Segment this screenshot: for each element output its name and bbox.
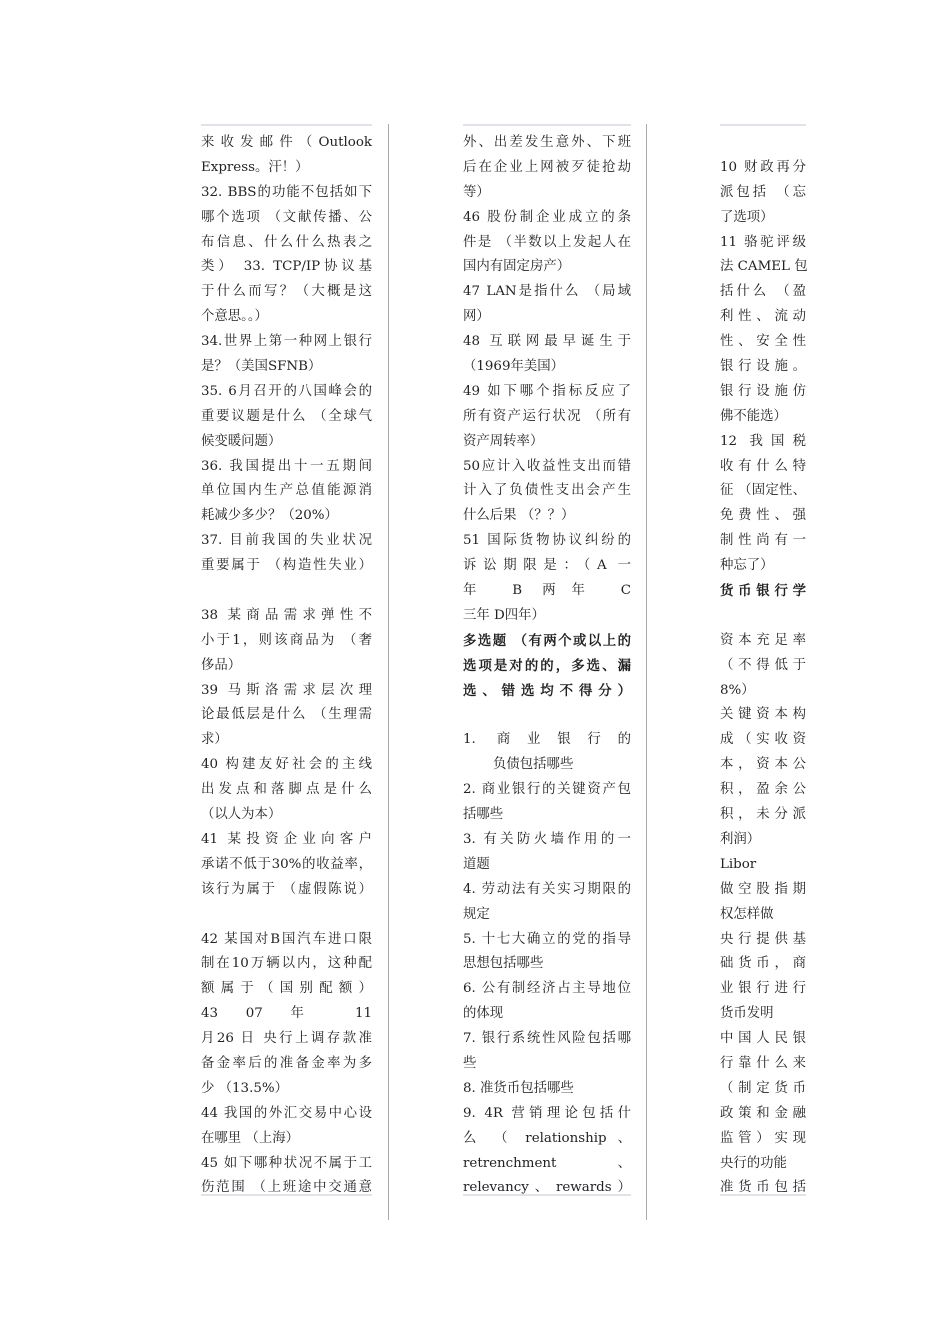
text-line: 34.世界上第一种网上银行 [201,334,372,350]
text-line: 4. 劳动法有关实习期限的 [463,881,631,897]
text-line: 做空股指期 [720,881,806,897]
text-line: 重要议题是什么 （全球气 [201,408,372,424]
text-line [201,903,372,928]
text-line: Express。汗！） [201,159,309,175]
text-line: 权怎样做 [720,906,774,922]
text-line: 布信息、什么什么热表之 [201,234,372,250]
text-line: 种忘了） [720,558,774,574]
text-line: 件是 （半数以上发起人在 [463,234,631,250]
text-line: 积，盈余公 [720,782,806,798]
text-line: 3. 有关防火墙作用的一 [463,831,631,847]
text-line: （1969年美国） [463,359,565,375]
text-line: 负债包括哪些 [493,757,574,773]
text-line: 36. 我国提出十一五期间 [201,458,372,474]
text-line: 等） [463,184,490,200]
text-line: 1. 商业银行的 [463,732,631,748]
text-line: 承诺不低于30%的收益率， [201,856,372,872]
text-line: 备金率后的准备金率为多 [201,1055,372,1071]
text-line: 计入了负债性支出会产生 [463,483,631,499]
text-column-left [201,124,372,1196]
text-line: 道题 [463,856,490,872]
text-line: 求） [201,732,228,748]
text-line: 于什么而写？（大概是这 [201,284,372,300]
text-line: 制在10万辆以内，这种配 [201,956,372,972]
text-line: 资本充足率 [720,632,806,648]
text-line: 39 马斯洛需求层次理 [201,682,372,698]
text-line: 收有什么特 [720,458,806,474]
text-line: 银行设施。 [720,359,806,375]
text-line: 诉讼期限是：（A 一 [463,558,631,574]
text-line: 37. 目前我国的失业状况 [201,533,372,549]
text-line: 思想包括哪些 [463,956,544,972]
text-line: 三年 D四年） [463,607,545,623]
text-line: 准货币包括 [720,1180,806,1196]
text-line: 49 如下哪个指标反应了 [463,383,631,399]
text-line: Libor [720,856,757,872]
text-line: 额属于（国别配额） [201,981,372,997]
text-line: 个意思。。） [201,309,268,325]
text-line: 础货币，商 [720,956,806,972]
text-line: 中国人民银 [720,1031,806,1047]
text-line: 选、错选均不得分） [463,682,631,699]
text-line: 48 互联网最早诞生于 [463,334,631,350]
text-line: 9. 4R 营销理论包括什 [463,1105,631,1121]
text-line: 论最低层是什么 （生理需 [201,707,372,723]
text-line: 货币发明 [720,1006,774,1022]
text-line: 业银行进行 [720,981,806,997]
text-line: 46 股份制企业成立的条 [463,209,631,225]
text-line: 来 收 发 邮 件 （ Outlook [201,135,372,150]
text-line: 央行的功能 [720,1155,787,1171]
column-divider [388,124,389,1220]
text-line: 小于1，则该商品为 （奢 [201,632,372,648]
text-line [463,703,631,728]
text-line [201,579,372,604]
text-line: 派包括 （忘 [720,184,806,200]
text-line: 外、出差发生意外、下班 [463,135,631,150]
text-line: 重要属于 （构造性失业） [201,558,372,574]
text-line: 2. 商业银行的关键资产包 [463,782,631,798]
text-line: 候变暖问题） [201,433,282,449]
text-line: 所有资产运行状况 （所有 [463,408,631,424]
text-line: 8%） [720,682,755,698]
text-line: 法 CAMEL 包 [720,259,808,275]
text-line: 8. 准货币包括哪些 [463,1080,574,1096]
text-line: （以人为本） [201,807,282,823]
text-line: 44 我国的外汇交易中心设 [201,1105,372,1121]
text-line: 货币银行学 [720,583,806,600]
text-line: 月26 日 央行上调存款准 [201,1031,372,1047]
text-line: relevancy 、 rewards ） [463,1180,631,1196]
text-line: 7. 银行系统性风险包括哪 [463,1031,631,1047]
text-line: 选项是对的的，多选、漏 [463,657,631,674]
text-line: 性、安全性 [720,334,806,350]
text-line: 央行提供基 [720,931,806,947]
text-line: 40 构建友好社会的主线 [201,757,372,773]
text-line: 51 国际货物协议纠纷的 [463,533,631,549]
text-line: 监管）实现 [720,1130,806,1146]
text-line: （不得低于 [720,657,806,673]
text-line: 在哪里 （上海） [201,1130,299,1146]
text-line: 成（实收资 [720,732,806,748]
text-line: 的体现 [463,1006,504,1022]
text-line: 积，未分派 [720,807,806,823]
text-line: 关键资本构 [720,707,806,723]
text-line: 本，资本公 [720,757,806,773]
text-line: 类） 33. TCP/IP协议基 [201,259,372,275]
text-line: 少 （13.5%） [201,1080,288,1096]
text-line: 免费性、强 [720,508,806,524]
text-line: 行靠什么来 [720,1055,806,1071]
text-line [720,131,806,156]
text-line: 出发点和落脚点是什么 [201,782,372,798]
text-column-right [720,124,806,1196]
text-line: 资产周转率） [463,433,544,449]
text-line: 后在企业上网被歹徒抢劫 [463,159,631,175]
text-line: 50应计入收益性支出而错 [463,458,631,474]
text-line: 45 如下哪种状况不属于工 [201,1155,372,1171]
text-line: 41 某投资企业向客户 [201,831,372,847]
text-line: 42 某国对B国汽车进口限 [201,931,372,947]
column-divider [646,124,647,1220]
text-line: 年 B 两年 C [463,583,631,599]
text-line: 耗减少多少？（20%） [201,508,338,524]
text-column-middle [463,124,631,1196]
text-line: 制性尚有一 [720,533,806,549]
text-line: 35. 6月召开的八国峰会的 [201,383,372,399]
text-line: 什么后果 （？？） [463,508,575,524]
text-line: 哪个选项 （文献传播、公 [201,209,372,225]
text-line: 10 财政再分 [720,159,806,175]
text-line: 利性、流动 [720,309,806,325]
text-line: 些 [463,1055,477,1071]
text-line: 5. 十七大确立的党的指导 [463,931,631,947]
text-line: 银行设施仿 [720,383,806,399]
text-line: 12 我国税 [720,433,806,449]
text-line: retrenchment 、 [463,1155,631,1171]
text-line: 32. BBS的功能不包括如下 [201,184,372,200]
text-line: 单位国内生产总值能源消 [201,483,372,499]
text-line: 43 07 年 11 [201,1006,372,1022]
text-line: 6. 公有制经济占主导地位 [463,981,631,997]
text-line: 47 LAN是指什么 （局域 [463,284,631,300]
text-line: 多选题 （有两个或以上的 [463,632,631,649]
text-line: 国内有固定房产） [463,259,571,275]
text-line [720,604,806,629]
text-line: 该行为属于 （虚假陈说） [201,881,372,897]
text-line: 利润） [720,831,761,847]
text-line: 规定 [463,906,490,922]
text-line: 征 （固定性、 [720,483,806,499]
text-line: 伤范围 （上班途中交通意 [201,1180,372,1196]
text-line: 侈品） [201,657,242,673]
text-line: 括哪些 [463,807,504,823]
text-line: 是？（美国SFNB） [201,359,322,375]
text-line: 网） [463,309,490,325]
text-line: 佛不能选） [720,408,787,424]
text-line: 38 某商品需求弹性不 [201,607,372,623]
text-line: 政策和金融 [720,1105,806,1121]
text-line: 了选项） [720,209,774,225]
text-line: （制定货币 [720,1080,806,1096]
text-line: 11 骆驼评级 [720,234,806,250]
text-line: 括什么 （盈 [720,284,806,300]
text-line: 么 （ relationship 、 [463,1130,631,1146]
